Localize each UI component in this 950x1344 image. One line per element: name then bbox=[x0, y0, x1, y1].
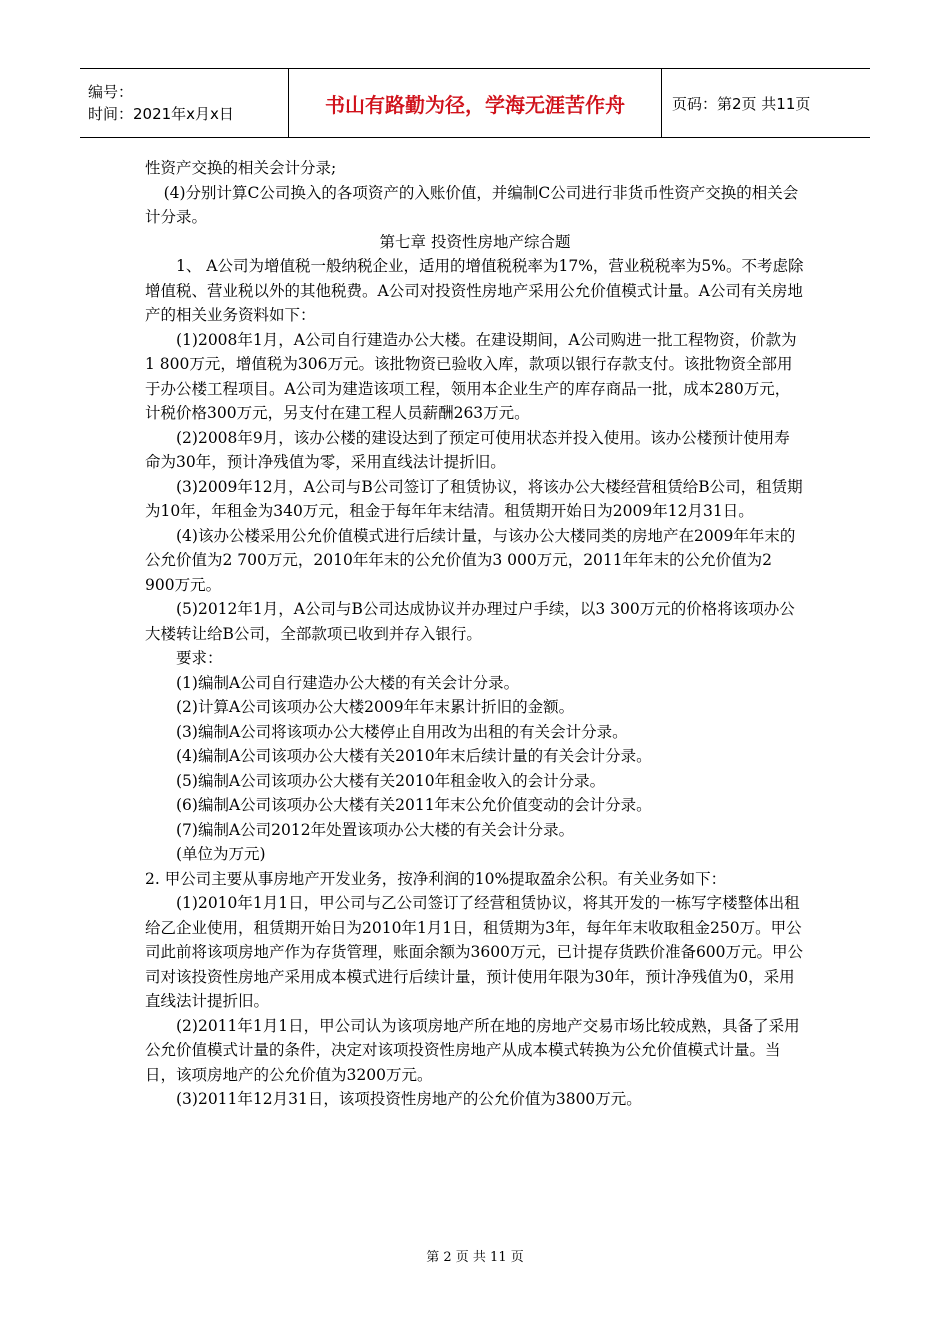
chapter-heading: 第七章 投资性房地产综合题 bbox=[379, 232, 571, 251]
paragraph: (3)2009年12月，A公司与B公司签订了租赁协议，将该办公大楼经营租赁给B公司，租赁期为10年，年租金为340万元，租金于每年年末结清。租赁期开始日为2009年12月31日。 bbox=[145, 477, 803, 520]
paragraph: 2. 甲公司主要从事房地产开发业务，按净利润的10%提取盈余公积。有关业务如下： bbox=[145, 869, 727, 888]
paragraph: (1)2008年1月，A公司自行建造办公大楼。在建设期间，A公司购进一批工程物资，价款为1 800万元，增值税为306万元。该批物资已验收入库，款项以银行存款支付。该批物资全部用于办公楼工程项目。A公司为建造该项工程，领用本企业生产的库存商品一批，成本280万元，计税价格300万元，另支付在建工程人员薪酬263万元。 bbox=[145, 330, 797, 422]
paragraph: 要求： bbox=[176, 649, 223, 667]
paragraph: 性资产交换的相关会计分录; bbox=[145, 159, 337, 177]
document-body bbox=[145, 156, 805, 1112]
paragraph: (1)编制A公司自行建造办公大楼的有关会计分录。 bbox=[176, 673, 520, 692]
paragraph: (4)分别计算C公司换入的各项资产的入账价值，并编制C公司进行非货币性资产交换的相关会计分录。 bbox=[145, 183, 799, 226]
header-meta bbox=[80, 69, 289, 137]
paragraph: (4)编制A公司该项办公大楼有关2010年末后续计量的有关会计分录。 bbox=[176, 747, 652, 765]
paragraph: (6)编制A公司该项办公大楼有关2011年末公允价值变动的会计分录。 bbox=[176, 796, 652, 814]
paragraph: (3)2011年12月31日，该项投资性房地产的公允价值为3800万元。 bbox=[176, 1090, 642, 1108]
paragraph: (2)计算A公司该项办公大楼2009年年末累计折旧的金额。 bbox=[176, 698, 575, 716]
page-number-label: 页码：第2页 共11页 bbox=[672, 94, 811, 113]
paragraph: (单位为万元) bbox=[176, 845, 266, 863]
header-page-info bbox=[662, 69, 810, 137]
doc-number-label: 编号： bbox=[88, 83, 134, 101]
paragraph: (5)编制A公司该项办公大楼有关2010年租金收入的会计分录。 bbox=[176, 771, 606, 790]
paragraph: (2)2011年1月1日，甲公司认为该项房地产所在地的房地产交易市场比较成熟，具备了采用公允价值模式计量的条件，决定对该项投资性房地产从成本模式转换为公允价值模式计量。当日，该项房地产的公允价值为3200万元。 bbox=[145, 1016, 800, 1084]
paragraph: (3)编制A公司将该项办公大楼停止自用改为出租的有关会计分录。 bbox=[176, 722, 628, 741]
page-footer: 第 2 页 共 11 页 bbox=[426, 1250, 524, 1265]
paragraph: (5)2012年1月，A公司与B公司达成协议并办理过户手续，以3 300万元的价格将该项办公大楼转让给B公司，全部款项已收到并存入银行。 bbox=[145, 600, 795, 643]
page-header bbox=[80, 68, 870, 138]
header-motto bbox=[289, 69, 662, 137]
motto-text: 书山有路勤为径，学海无涯苦作舟 bbox=[325, 92, 625, 117]
paragraph: 1、 A公司为增值税一般纳税企业，适用的增值税税率为17%，营业税税率为5%。不考虑除增值税、营业税以外的其他税费。A公司对投资性房地产采用公允价值模式计量。A公司有关房地产的相关业务资料如下： bbox=[145, 257, 804, 324]
paragraph: (7)编制A公司2012年处置该项办公大楼的有关会计分录。 bbox=[176, 820, 575, 839]
paragraph: (4)该办公楼采用公允价值模式进行后续计量，与该办公大楼同类的房地产在2009年年末的公允价值为2 700万元，2010年年末的公允价值为3 000万元，2011年年末的公允价值为2 900万元。 bbox=[145, 526, 796, 594]
paragraph: (2)2008年9月，该办公楼的建设达到了预定可使用状态并投入使用。该办公楼预计使用寿命为30年，预计净残值为零，采用直线法计提折旧。 bbox=[145, 428, 790, 471]
doc-time-label: 时间：2021年x月x日 bbox=[88, 105, 234, 123]
paragraph: (1)2010年1月1日，甲公司与乙公司签订了经营租赁协议，将其开发的一栋写字楼整体出租给乙企业使用，租赁期开始日为2010年1月1日，租赁期为3年，每年年末收取租金250万。甲公司此前将该项房地产作为存货管理，账面余额为3600万元，已计提存货跌价准备600万元。甲公司对该投资性房地产采用成本模式进行后续计量，预计使用年限为30年，预计净残值为0，采用直线法计提折旧。 bbox=[145, 894, 804, 1010]
